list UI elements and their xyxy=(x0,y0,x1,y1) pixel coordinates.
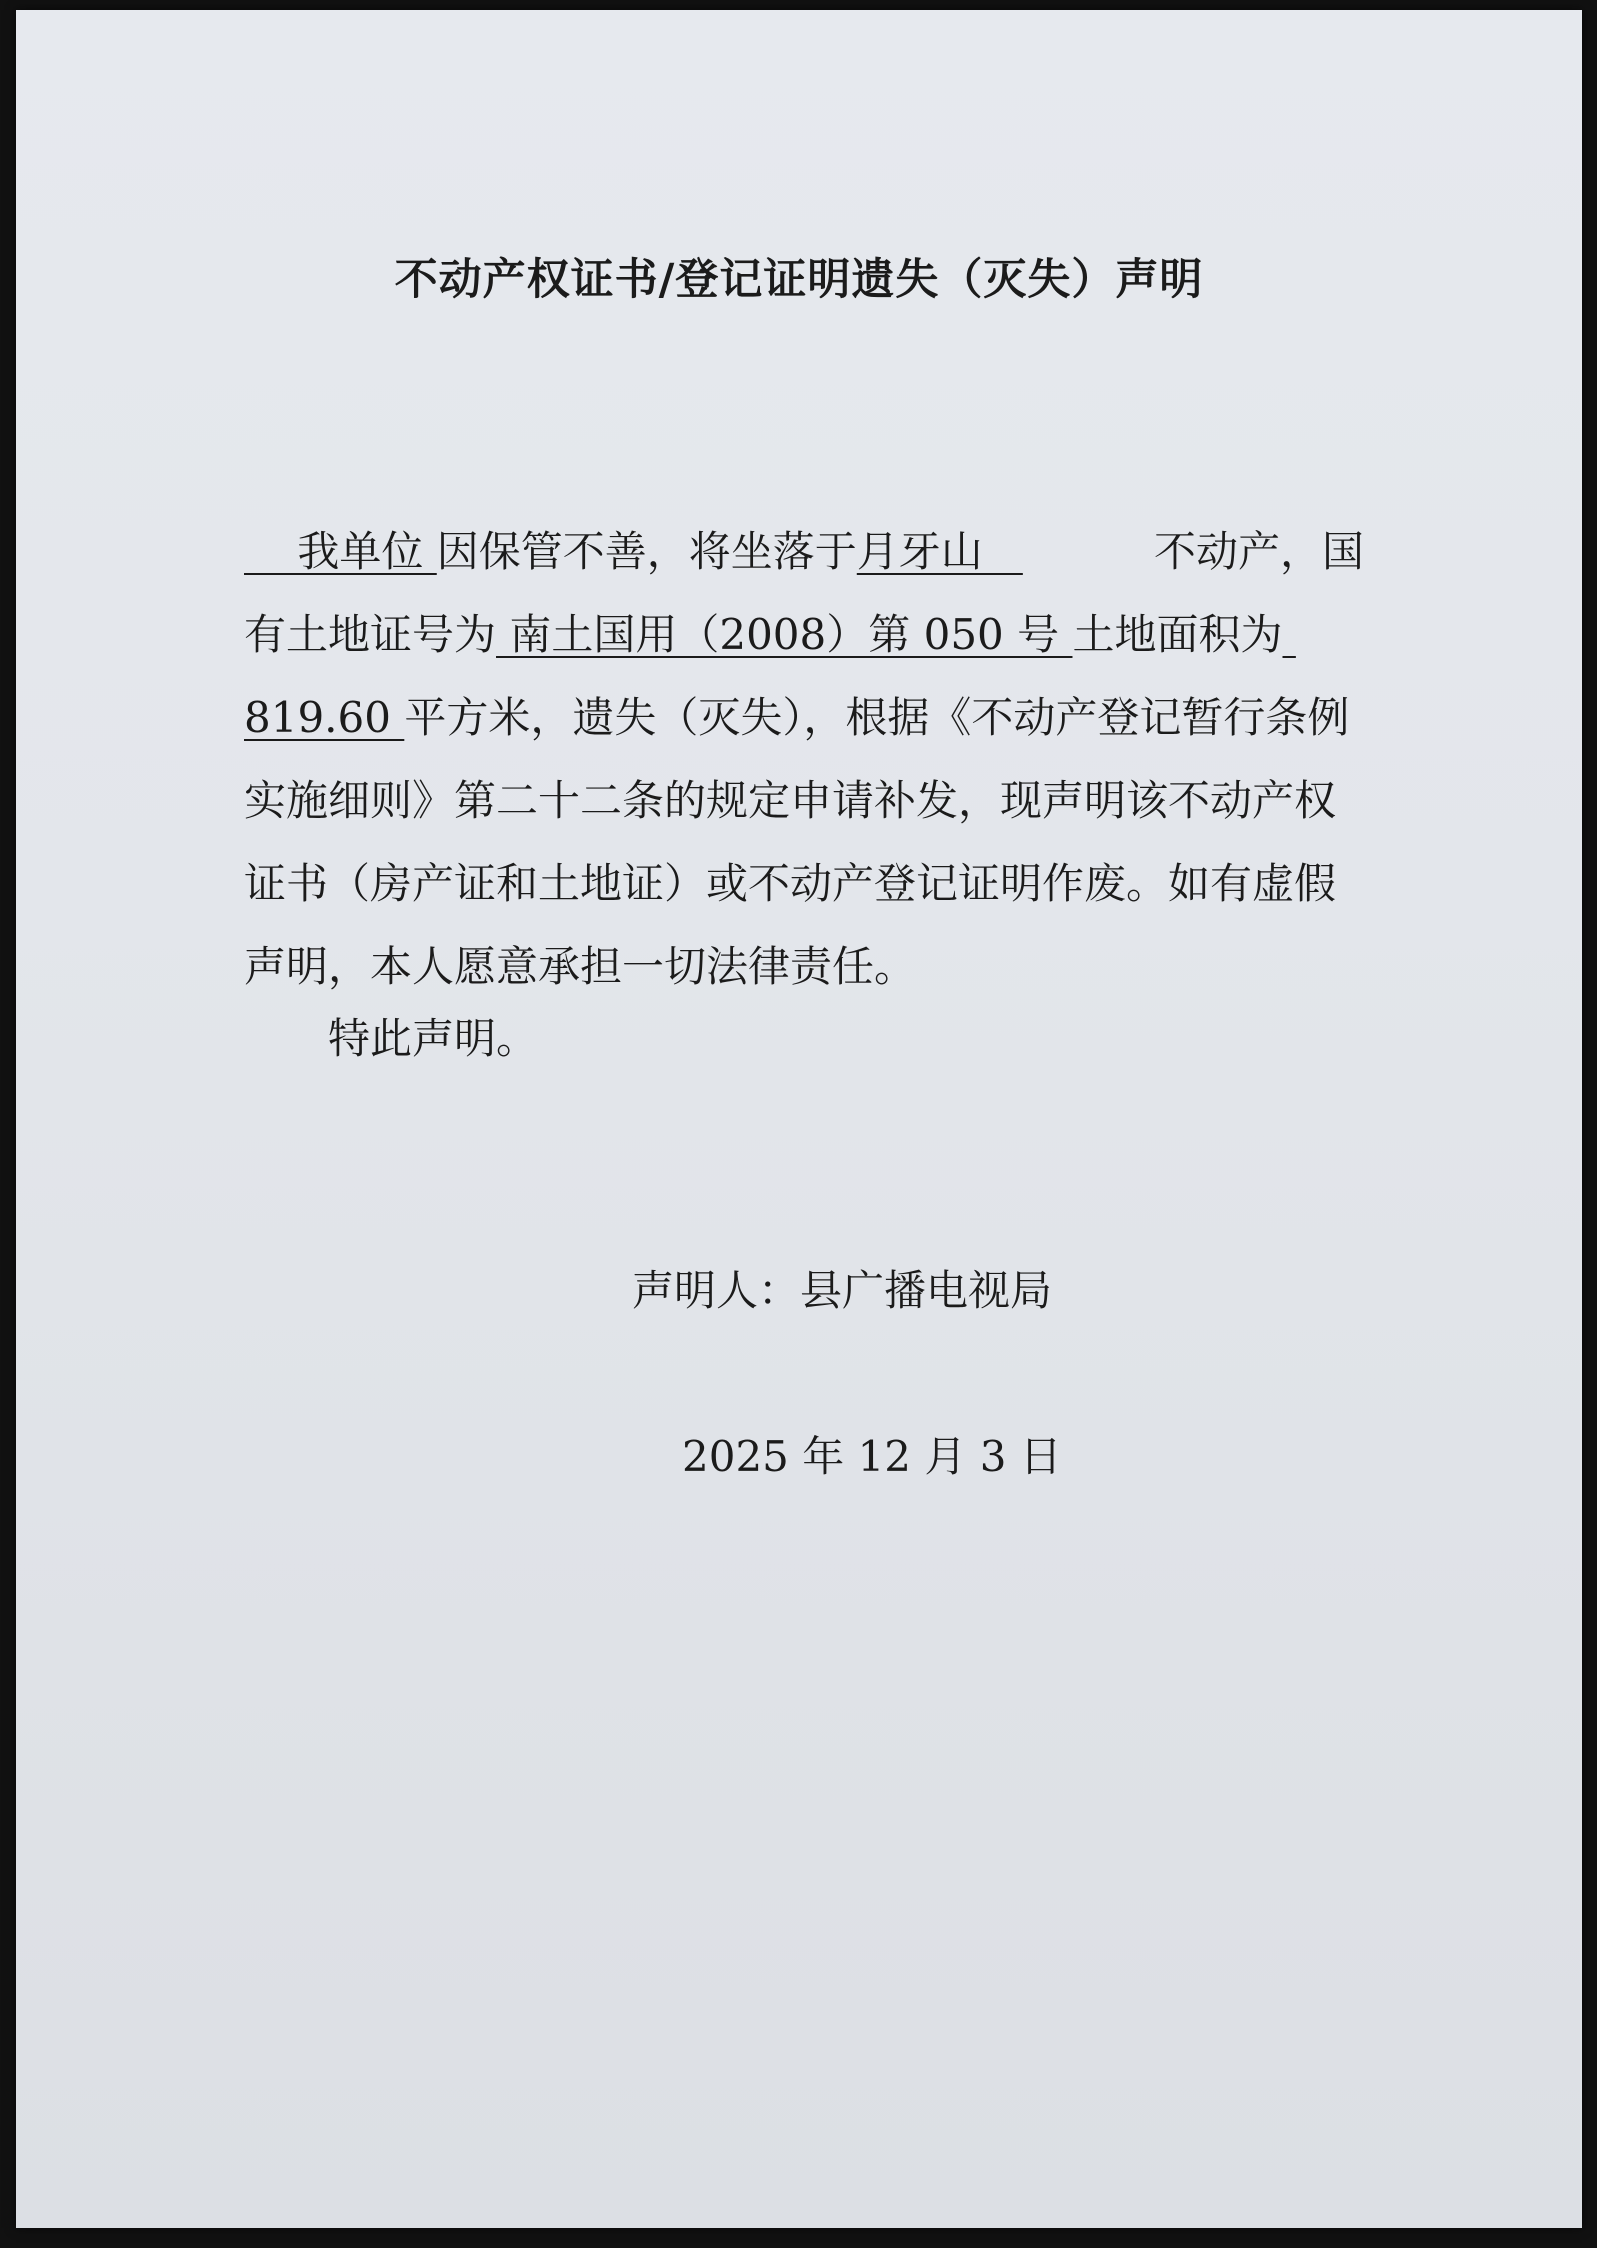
declaration-date: 2025 年 12 月 3 日 xyxy=(682,1432,1062,1481)
body-text-1b: 不动产，国 xyxy=(1153,527,1364,576)
body-line-1-content xyxy=(244,510,1023,593)
document-title: 不动产权证书/登记证明遗失（灭失）声明 xyxy=(394,255,1204,305)
body-text-2a: 有土地证号为 xyxy=(244,610,497,659)
closing-statement: 特此声明。 xyxy=(328,1014,539,1063)
declarant-signature: 声明人：县广播电视局 xyxy=(632,1266,1053,1315)
location-field: 月牙山 xyxy=(856,527,1023,576)
body-line-3 xyxy=(244,676,1364,759)
body-line-2-content xyxy=(244,593,1296,676)
body-text-2b: 土地面积为 xyxy=(1072,610,1283,659)
statement-body xyxy=(244,510,1364,1008)
land-cert-number-field: 南土国用（2008）第 050 号 xyxy=(496,610,1073,659)
body-line-5: 证书（房产证和土地证）或不动产登记证明作废。如有虚假 xyxy=(244,859,1337,908)
body-line-6: 声明，本人愿意承担一切法律责任。 xyxy=(244,942,917,991)
unit-field: 我单位 xyxy=(244,527,437,576)
body-line-1 xyxy=(244,510,1364,593)
body-text-3a: 平方米，遗失（灭失），根据《不动产登记暂行条例 xyxy=(404,693,1350,742)
body-text-1a: 因保管不善，将坐落于 xyxy=(436,527,857,576)
body-line-3-content xyxy=(244,676,1349,759)
document-page xyxy=(16,10,1582,2228)
body-line-2 xyxy=(244,593,1364,676)
area-field: 819.60 xyxy=(244,693,405,742)
area-field-lead xyxy=(1283,610,1296,659)
body-line-4: 实施细则》第二十二条的规定申请补发，现声明该不动产权 xyxy=(244,776,1337,825)
